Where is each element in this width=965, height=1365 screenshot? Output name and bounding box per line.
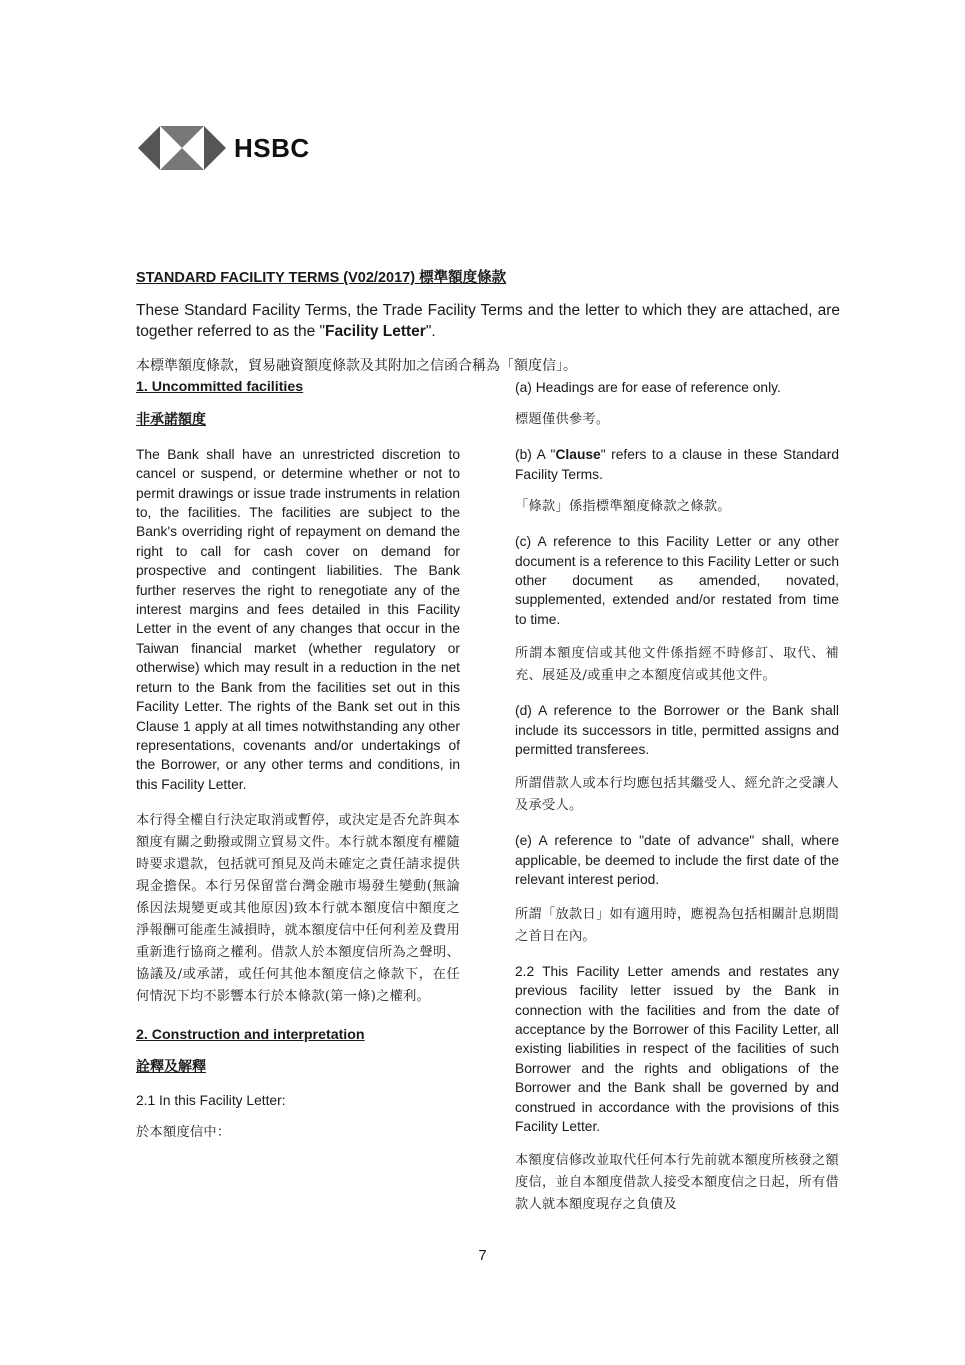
clause-d: (d) A reference to the Borrower or the Bank shall include its successors in title, permitted assigns and permitted transferees. bbox=[515, 703, 839, 758]
section-2-heading-zh: 詮釋及解釋 bbox=[136, 1058, 206, 1075]
section-1-heading-zh: 非承諾額度 bbox=[136, 412, 206, 429]
clause-e-zh: 所謂「放款日」如有適用時，應視為包括相關計息期間之首日在內。 bbox=[515, 906, 839, 944]
clause-2-2: 2.2 This Facility Letter amends and restates any previous facility letter issued by the Bank in connection with the facilities and from the date of acceptance by the Borrower of this Facility Letter, all existing liabilities in respect of the facilities of such Borrower and the rights and obligations of the Borrower and the Bank shall be governed by and construed in accordance with the provisions of this Facility Letter. bbox=[515, 963, 839, 1134]
hsbc-hexagon-icon bbox=[138, 126, 226, 170]
clause-a: (a) Headings are for ease of reference only. bbox=[515, 380, 781, 395]
section-2-heading: 2. Construction and interpretation bbox=[136, 1027, 365, 1044]
intro-paragraph: These Standard Facility Terms, the Trade Facility Terms and the letter to which they are attached, are together referred to as the "Facility Letter". bbox=[136, 302, 840, 340]
hsbc-logo bbox=[138, 126, 310, 170]
clause-b-zh: 「條款」係指標準額度條款之條款。 bbox=[515, 499, 731, 515]
logo-text: HSBC bbox=[234, 132, 310, 163]
clause-2-2-zh: 本額度信修改並取代任何本行先前就本額度所核發之額度信，並自本額度借款人接受本額度信之日起，所有借款人就本額度現存之負債及 bbox=[515, 1153, 839, 1213]
document-title: STANDARD FACILITY TERMS (V02/2017) 標準額度條款 bbox=[136, 270, 507, 286]
clause-2-1-zh: 於本額度信中： bbox=[136, 1125, 231, 1141]
clause-c-zh: 所謂本額度信或其他文件係指經不時修訂、取代、補充、展延及/或重申之本額度信或其他文件。 bbox=[515, 646, 839, 684]
page-number: 7 bbox=[478, 1247, 487, 1264]
right-column bbox=[515, 378, 839, 1216]
clause-d-zh: 所謂借款人或本行均應包括其繼受人、經允許之受讓人及承受人。 bbox=[515, 776, 839, 814]
section-1-body: The Bank shall have an unrestricted discretion to cancel or suspend, or determine whether or not to permit drawings or issue trade instruments in relation to, the facilities. The facilities are subject to the Bank's overriding right of repayment on demand the right to call for cash cover on demand for prospective and contingent liabilities. The Bank further reserves the right to renegotiate any of the interest margins and fees detailed in this Facility Letter in the event of any changes that occur in the Taiwan financial market (whether regulatory or otherwise) which may result in a reduction in the net return to the Bank from the facilities set out in this Facility Letter. The rights of the Bank set out in this Clause 1 apply at all times notwithstanding any other representations, covenants and/or undertakings of the Borrower, or any other terms and conditions, in this Facility Letter. bbox=[136, 446, 460, 792]
left-column bbox=[136, 378, 460, 1144]
section-1-body-zh: 本行得全權自行決定取消或暫停，或決定是否允許與本額度有關之動撥或開立貿易文件。本行就本額度有權隨時要求還款，包括就可預見及尚未確定之責任請求提供現金擔保。本行另保留當台灣金融市場發生變動(無論係因法規變更或其他原因)致本行就本額度信中額度之淨報酬可能產生減損時，就本額度信中任何利差及費用重新進行協商之權利。借款人於本額度信所為之聲明、協議及/或承諾，或任何其他本額度信之條款下，在任何情況下均不影響本行於本條款(第一條)之權利。 bbox=[136, 813, 460, 1005]
clause-c: (c) A reference to this Facility Letter or any other document is a reference to this Facility Letter or such other document as amended, novated, supplemented, extended and/or restated from time to time. bbox=[515, 534, 839, 627]
section-1-heading: 1. Uncommitted facilities bbox=[136, 379, 304, 395]
clause-2-1: 2.1 In this Facility Letter: bbox=[136, 1092, 286, 1108]
clause-b: (b) A "Clause" refers to a clause in these Standard Facility Terms. bbox=[515, 447, 840, 482]
clause-a-zh: 標題僅供參考。 bbox=[515, 412, 610, 428]
clause-e: (e) A reference to "date of advance" shall, where applicable, be deemed to include the first date of the relevant interest period. bbox=[515, 833, 839, 888]
intro-paragraph-zh: 本標準額度條款，貿易融資額度條款及其附加之信函合稱為「額度信」。 bbox=[136, 358, 577, 374]
